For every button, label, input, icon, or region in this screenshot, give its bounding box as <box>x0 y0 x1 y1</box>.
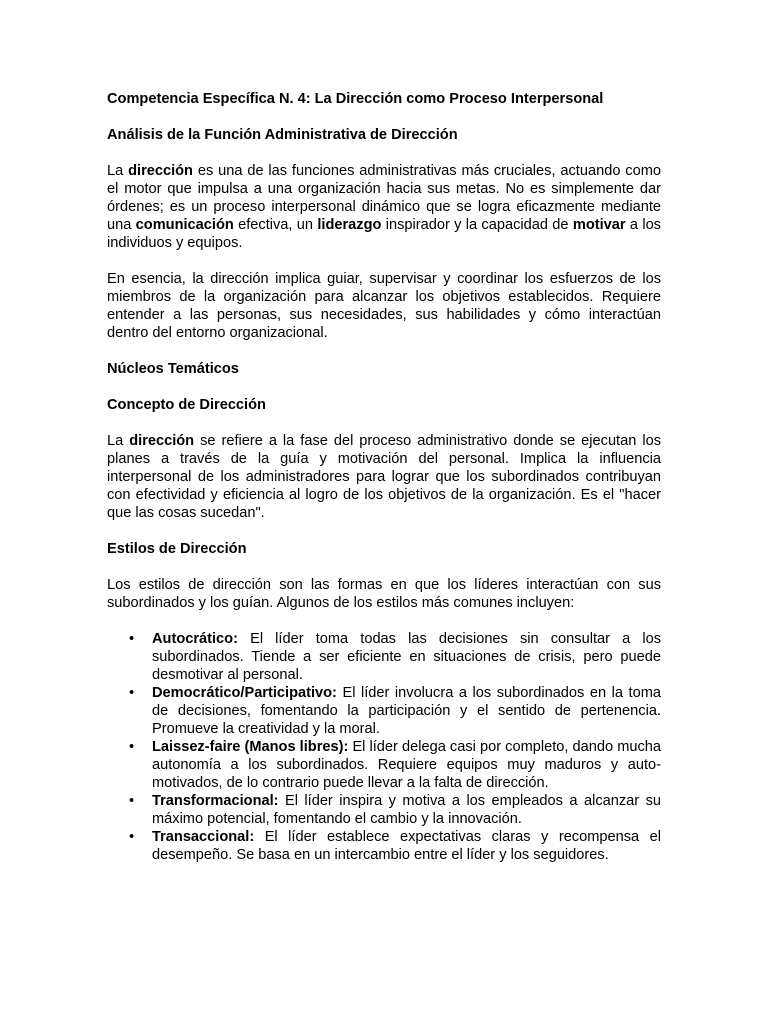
bullet-icon: • <box>129 739 135 755</box>
section-heading-analisis: Análisis de la Función Administrativa de Dirección <box>107 127 458 143</box>
bullet-icon: • <box>129 685 135 701</box>
bullet-icon: • <box>129 631 135 647</box>
list-item-label: Democrático/Participativo: <box>152 685 337 701</box>
list-item <box>129 828 661 864</box>
list-item-label: Autocrático: <box>152 631 238 647</box>
list-item-text: El líder establece expectativas claras y recompensa el desempeño. Se basa en un intercambio entre el líder y los seguidores. <box>152 829 661 863</box>
bold-term-direccion: dirección <box>128 163 193 179</box>
estilos-list <box>107 630 661 864</box>
text-run: efectiva, un <box>233 217 318 233</box>
bold-term-direccion: dirección <box>129 433 195 449</box>
text-run: La <box>107 163 129 179</box>
list-item-text: El líder inspira y motiva a los empleados a alcanzar su máximo potencial, fomentando el cambio y la innovación. <box>152 793 661 827</box>
text-run: se refiere a la fase del proceso administrativo donde se ejecutan los planes a través de la guía y motivación del personal. Implica la influencia interpersonal de los administradores para lograr que los subordinados contribuyan con efectividad y eficiencia al logro de los objetivos de la organización. Es el "hacer que las cosas sucedan". <box>107 433 661 521</box>
list-item-text: El líder involucra a los subordinados en la toma de decisiones, fomentando la participación y el sentido de pertenencia. Promueve la creatividad y la moral. <box>152 685 661 737</box>
bold-term-motivar: motivar <box>572 217 626 233</box>
list-item-text: El líder delega casi por completo, dando mucha autonomía a los subordinados. Requiere equipos muy maduros y auto-motivados, de lo contrario puede llevar a la falta de dirección. <box>152 739 661 791</box>
section-heading-concepto: Concepto de Dirección <box>107 397 266 413</box>
bullet-icon: • <box>129 829 135 845</box>
list-item-label: Transformacional: <box>152 793 279 809</box>
document-title: Competencia Específica N. 4: La Dirección como Proceso Interpersonal <box>107 91 604 107</box>
section-heading-estilos: Estilos de Dirección <box>107 541 247 557</box>
list-item-text: El líder toma todas las decisiones sin consultar a los subordinados. Tiende a ser eficiente en situaciones de crisis, pero puede desmotivar al personal. <box>152 631 661 683</box>
list-item <box>129 684 661 738</box>
text-run: a los individuos y equipos. <box>107 217 661 251</box>
list-item <box>129 630 661 684</box>
section-heading-nucleos: Núcleos Temáticos <box>107 361 239 377</box>
paragraph-estilos-intro: Los estilos de dirección son las formas en que los líderes interactúan con sus subordinados y los guían. Algunos de los estilos más comunes incluyen: <box>107 577 661 611</box>
list-item <box>129 792 661 828</box>
paragraph-concepto <box>107 432 661 522</box>
bullet-icon: • <box>129 793 135 809</box>
bold-term-comunicacion: comunicación <box>135 217 234 233</box>
paragraph-direccion-intro <box>107 162 661 252</box>
list-item-label: Transaccional: <box>152 829 255 845</box>
text-run: inspirador y la capacidad de <box>381 217 573 233</box>
list-item <box>129 738 661 792</box>
paragraph-esencia: En esencia, la dirección implica guiar, supervisar y coordinar los esfuerzos de los miembros de la organización para alcanzar los objetivos establecidos. Requiere entender a las personas, sus necesidades, sus habilidades y cómo interactúan dentro del entorno organizacional. <box>107 271 661 341</box>
text-run: es una de las funciones administrativas más cruciales, actuando como el motor que impulsa a una organización hacia sus metas. No es simplemente dar órdenes; es un proceso interpersonal dinámico que se logra eficazmente mediante una <box>107 163 661 233</box>
text-run: La <box>107 433 130 449</box>
bold-term-liderazgo: liderazgo <box>317 217 382 233</box>
list-item-label: Laissez-faire (Manos libres): <box>152 739 349 755</box>
